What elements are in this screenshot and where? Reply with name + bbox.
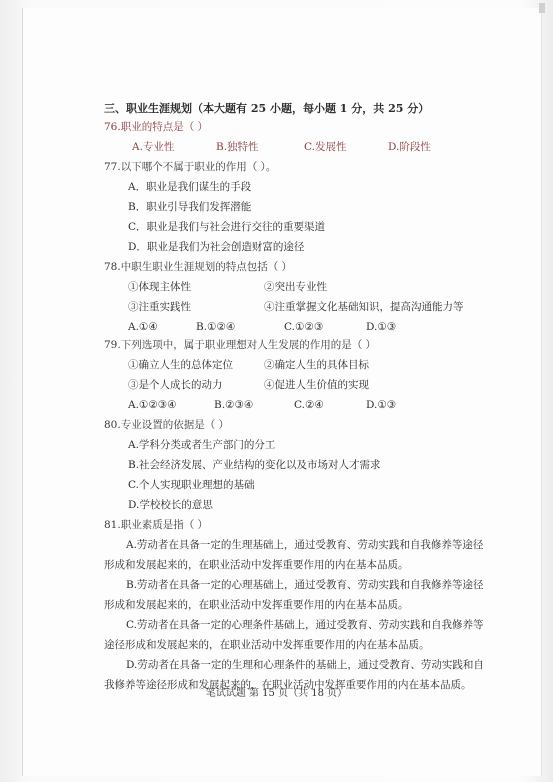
question-76-option-c: C.发展性 [304, 141, 347, 153]
question-81-option-a-line-2: 形成和发展起来的，在职业活动中发挥重要作用的内在基本品质。 [104, 559, 409, 571]
question-79-item-1: ①确立人生的总体定位 [128, 359, 233, 371]
question-81-option-b-line-1: B.劳动者在具备一定的心理基础上，通过受教育、劳动实践和自我修养等途径 [126, 579, 484, 591]
question-81-option-d-line-2: 我修养等途径形成和发展起来的，在职业活动中发挥重要作用的内在基本品质。 [104, 679, 472, 691]
question-80-stem: 80.专业设置的依据是（ ） [104, 419, 230, 431]
question-81-option-c-line-1: C.劳动者在具备一定的心理条件基础上，通过受教育、劳动实践和自我修养等 [126, 619, 484, 631]
question-77-option-d: D．职业是我们为社会创造财富的途径 [128, 241, 305, 253]
question-77-option-a: A．职业是我们谋生的手段 [128, 181, 252, 193]
question-79-option-b: B.②③④ [214, 399, 254, 411]
question-78-item-3: ③注重实践性 [128, 301, 191, 313]
question-79-stem: 79.下列选项中，属于职业理想对人生发展的作用的是（ ） [104, 339, 377, 351]
question-79-option-d: D.①③ [366, 399, 397, 411]
question-78-option-c: C.①②③ [284, 321, 324, 333]
question-77-option-b: B．职业引导我们发挥潜能 [128, 201, 252, 213]
question-79-item-2: ②确定人生的具体目标 [264, 359, 369, 371]
question-76-stem: 76.职业的特点是（ ） [104, 121, 209, 133]
question-78-stem: 78.中职生职业生涯规划的特点包括（ ） [104, 261, 293, 273]
question-81-option-d-line-1: D.劳动者在具备一定的生理和心理条件的基础上，通过受教育、劳动实践和自 [126, 659, 484, 671]
question-81-option-a-line-1: A.劳动者在具备一定的生理基础上，通过受教育、劳动实践和自我修养等途径 [126, 539, 484, 551]
question-78-item-4: ④注重掌握文化基础知识，提高沟通能力等 [264, 301, 464, 313]
question-79-option-a: A.①②③④ [128, 399, 177, 411]
question-80-option-d: D.学校校长的意思 [128, 499, 213, 511]
question-81-stem: 81.职业素质是指（ ） [104, 519, 209, 531]
question-78-option-d: D.①③ [366, 321, 397, 333]
question-78-option-b: B.①②④ [196, 321, 236, 333]
question-79-option-c: C.②④ [294, 399, 324, 411]
question-78-option-a: A.①④ [128, 321, 158, 333]
question-78-item-2: ②突出专业性 [264, 281, 327, 293]
scan-edge-mark [539, 3, 545, 13]
question-79-item-3: ③是个人成长的动力 [128, 379, 223, 391]
question-77-option-c: C．职业是我们与社会进行交往的重要渠道 [128, 221, 326, 233]
question-80-option-a: A.学科分类或者生产部门的分工 [128, 439, 276, 451]
section-title: 三、职业生涯规划（本大题有 25 小题，每小题 1 分，共 25 分） [104, 102, 430, 115]
question-81-option-b-line-2: 形成和发展起来的，在职业活动中发挥重要作用的内在基本品质。 [104, 599, 409, 611]
question-80-option-b: B.社会经济发展、产业结构的变化以及市场对人才需求 [128, 459, 381, 471]
question-76-option-d: D.阶段性 [388, 141, 431, 153]
question-78-item-1: ①体现主体性 [128, 281, 191, 293]
question-81-option-c-line-2: 途径形成和发展起来的，在职业活动中发挥重要作用的内在基本品质。 [104, 639, 430, 651]
question-80-option-c: C.个人实现职业理想的基础 [128, 479, 255, 491]
question-79-item-4: ④促进人生价值的实现 [264, 379, 369, 391]
page-footer: 笔试试题 第 15 页（共 18 页） [205, 688, 348, 699]
question-76-option-b: B.独特性 [216, 141, 259, 153]
question-76-option-a: A.专业性 [132, 141, 175, 153]
question-77-stem: 77.以下哪个不属于职业的作用（ ）。 [104, 161, 277, 173]
